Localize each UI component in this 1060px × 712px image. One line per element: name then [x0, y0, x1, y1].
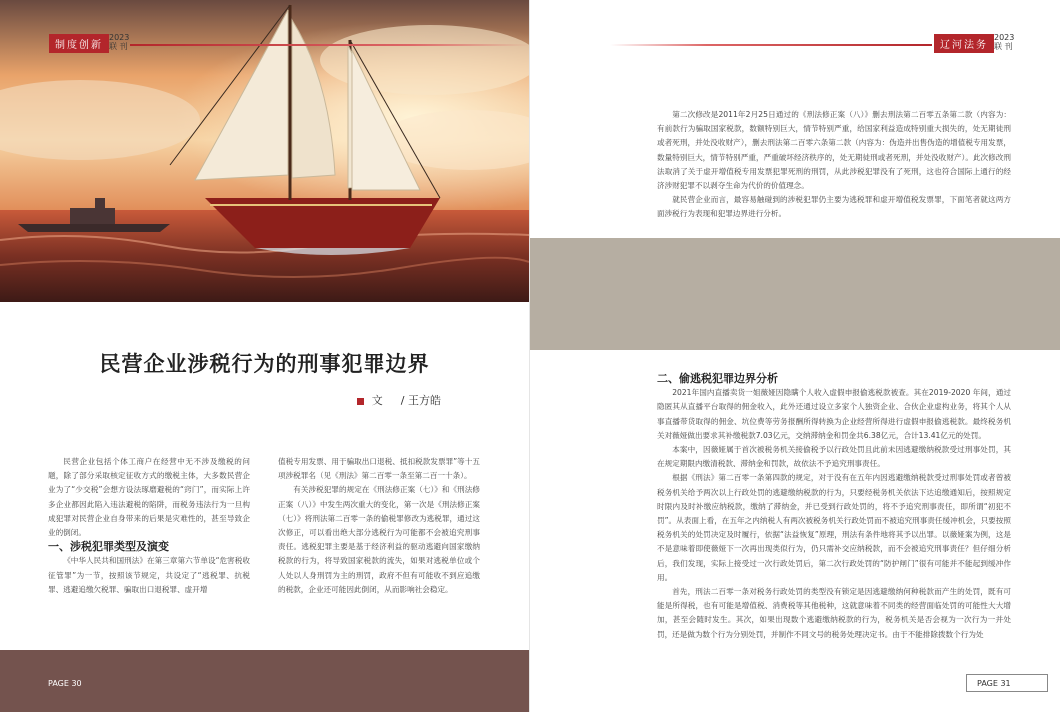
paragraph: 值税专用发票、用于骗取出口退税、抵扣税款发票罪”等十五项涉税罪名（见《刑法》第二百零一条至第二百一十条）。: [278, 457, 480, 481]
paragraph: 就民营企业而言，最容易触碰到的涉税犯罪仍主要为逃税罪和虚开增值税发票罪，下面笔者就这两方面涉税行为表现和犯罪边界进行分析。: [657, 195, 1011, 219]
section-heading: 一、涉税犯罪类型及演变: [48, 540, 169, 554]
page-number-right: PAGE 31: [966, 674, 1048, 692]
byline-square-icon: [357, 398, 364, 405]
left-page: [0, 0, 529, 712]
year-text: 2023: [109, 33, 130, 42]
paragraph: 民营企业包括个体工商户在经营中无不涉及缴税的问题，除了部分采取核定征收方式的缴税主体，大多数民营企业为了“少交税”会想方设法琢磨避税的“窍门”，而实际上许多企业都因此陷入违法避税的陷阱，而税务违法行为一旦构成犯罪对民营企业自身带来的后果是灾难性的，甚至导致企业的倒闭。: [48, 457, 250, 538]
taupe-band: [530, 238, 1060, 350]
right-top-text: [657, 108, 1011, 222]
section-badge: 制度创新: [49, 34, 109, 53]
year-text: 2023: [994, 33, 1015, 42]
byline-prefix: 文: [371, 394, 383, 407]
article-title: 民营企业涉税行为的刑事犯罪边界: [99, 352, 430, 376]
paragraph: 《中华人民共和国刑法》在第三章第六节单设“危害税收征管罪”为一节，按照该节规定，共设定了“逃税罪、抗税罪、逃避追缴欠税罪、骗取出口退税罪、虚开增: [48, 556, 250, 594]
paragraph: 根据《刑法》第二百零一条第四款的规定，对于没有在五年内因逃避缴纳税款受过刑事处罚或者曾被税务机关给予两次以上行政处罚的逃避缴纳税款的行为，只要经税务机关依法下达追缴通知后，按照规定时限内及时补缴应纳税款，缴纳了滞纳金，并已受到行政处罚的，将不予追究刑事责任，即所谓“初犯不罚”。从表面上看，在五年之内纳税人有两次被税务机关行政处罚而不被追究刑事责任缓冲机会，只要按照税务机关的处罚决定及时履行，依据“法益恢复”原理，刑法有条件地将其予以出罪。以薇娅案为例，这是不是意味着即使薇娅下一次再出现类似行为，仍只需补交应纳税款，而不会被追究刑事责任？但仔细分析后，我们发现，实际上接受过一次行政处罚后，第二次行政处罚的“防护闸门”很有可能并不能起到缓冲作用。: [657, 473, 1011, 582]
issue-year: [109, 33, 129, 51]
header-rule: [610, 44, 932, 46]
paragraph: 第二次修改是2011年2月25日通过的《刑法修正案（八）》删去刑法第二百零五条第二款（内容为：有前款行为骗取国家税款，数额特别巨大，情节特别严重，给国家利益造成特别重大损失的，处无期徒刑或者死刑，并处没收财产），删去刑法第二百零六条第二款（内容为：伪造并出售伪造的增值税专用发票，数量特别巨大，情节特别严重，严重破坏经济秩序的，处无期徒刑或者死刑，并处没收财产）。此次修改刑法取消了关于虚开增值税专用发票犯罪死刑的刑罚，从此涉税犯罪没有了死刑，这也符合国际上通行的经济涉财犯罪不以剥夺生命为代价的价值理念。: [657, 110, 1011, 191]
paragraph: 本案中，因薇娅属于首次被税务机关接偷税予以行政处罚且此前未因逃避缴纳税款受过刑事处罚，其在规定期限内缴清税款、滞纳金和罚款，故依法不予追究刑事责任。: [657, 445, 1011, 469]
section-heading: 二、偷逃税犯罪边界分析: [657, 372, 778, 385]
paragraph: 有关涉税犯罪的规定在《刑法修正案（七）》和《刑法修正案（八）》中发生两次重大的变化，第一次是《刑法修正案（七）》将刑法第二百零一条的偷税罪修改为逃税罪，通过这次修正，可以看出绝大部分逃税行为可能都不会被追究刑事责任。逃税犯罪主要是基于经济利益的驱动逃避向国家缴纳税款的行为，将导致国家税款的流失，如果对逃税单位或个人处以人身刑罚为主的刑罚，政府不但有可能收不到应追缴的税款，企业还可能因此倒闭，从而影响社会稳定。: [278, 485, 480, 594]
left-column-2: [278, 455, 480, 597]
right-page: [529, 0, 1060, 712]
left-column-1: [48, 455, 250, 597]
byline: [357, 392, 441, 408]
paragraph: 2021年国内直播卖货一姐薇娅因隐瞒个人收入虚假申报偷逃税款被查。其在2019-2020 年间，通过隐匿其从直播平台取得的佣金收入，此外还通过设立多家个人独资企业、合伙企业虚构业务，将其个人从事直播带货取得的佣金、坑位费等劳务报酬所得转换为企业经营所得进行虚假申报偷逃税款。最终税务机关对薇娅做出要求其补缴税款7.03亿元，交纳滞纳金和罚金共6.38亿元，合计13.41亿元的处罚。: [657, 388, 1011, 440]
issue-year: [994, 33, 1014, 51]
issue-text: 联 刊: [994, 42, 1013, 51]
section-badge: 辽河法务: [934, 34, 994, 53]
page-number-left: PAGE 30: [48, 679, 82, 688]
right-body-text: [657, 372, 1011, 642]
issue-text: 联 刊: [109, 42, 128, 51]
header-rule: [130, 44, 529, 46]
author-name: / 王方皓: [400, 394, 441, 407]
paragraph: 首先，刑法二百零一条对税务行政处罚的类型没有锁定是因逃避缴纳何种税款而产生的处罚，既有可能是所得税，也有可能是增值税、消费税等其他税种，这就意味着不同类的经营面临处罚的可能性大大增加，甚至会随时发生。其次，如果出现数个逃避缴纳税款的行为，税务机关是否会视为一次行为一并处罚，还是做为数个行为分别处罚，并制作不同文号的税务处理决定书。由于不能排除拨数个行为处: [657, 587, 1011, 639]
